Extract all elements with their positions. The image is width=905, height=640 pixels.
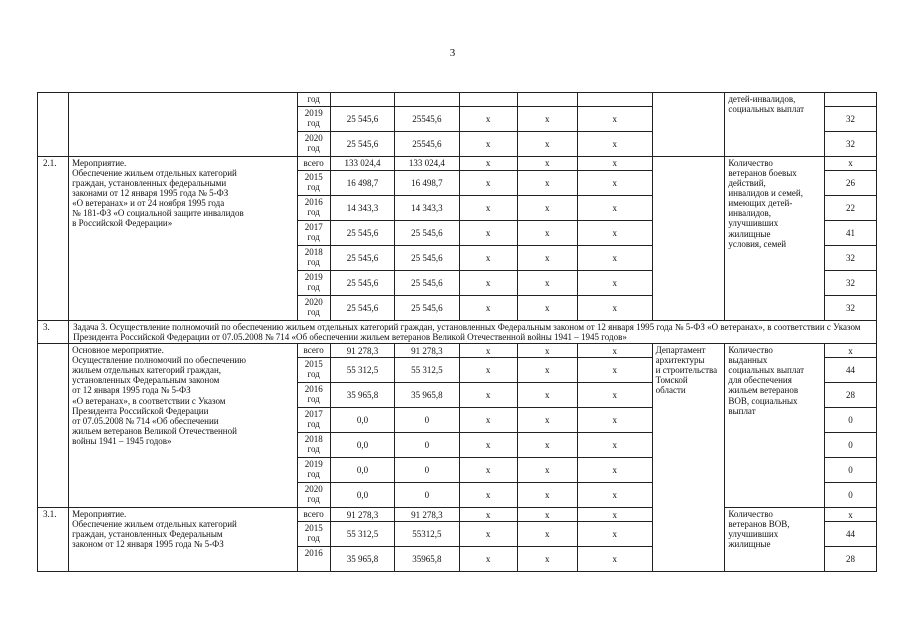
cell-year: 2015 год — [297, 522, 330, 547]
cell-x1: x — [459, 358, 517, 383]
cell-budget: 91 278,3 — [395, 508, 459, 522]
program-table — [37, 92, 877, 572]
cell-x1: x — [459, 508, 517, 522]
cell-indicator-value: 32 — [825, 271, 877, 296]
cell-total: 35 965,8 — [330, 547, 394, 572]
cell-indicator-value: 0 — [825, 433, 877, 458]
cell-x3: x — [577, 221, 652, 246]
cell-x3: x — [577, 508, 652, 522]
task-row — [38, 321, 877, 344]
cell-x1: x — [459, 196, 517, 221]
cell-indicator-value: 32 — [825, 132, 877, 157]
cell-x2: x — [517, 522, 577, 547]
cell-total: 25 545,6 — [330, 221, 394, 246]
cell-year: год — [297, 93, 330, 107]
cell-year: 2017 год — [297, 408, 330, 433]
cell-x2: x — [517, 508, 577, 522]
cell-total: 25 545,6 — [330, 271, 394, 296]
cell-budget: 25545,6 — [395, 132, 459, 157]
cell-x2: x — [517, 483, 577, 508]
cell-indicator: детей-инвалидов, социальных выплат — [725, 93, 825, 157]
cell-budget: 0 — [395, 483, 459, 508]
cell-budget: 35965,8 — [395, 547, 459, 572]
cell-budget: 25 545,6 — [395, 221, 459, 246]
cell-budget: 133 024,4 — [395, 157, 459, 171]
cell-x2: x — [517, 196, 577, 221]
cell-x2: x — [517, 433, 577, 458]
cell-x1: x — [459, 157, 517, 171]
cell-x3: x — [577, 344, 652, 358]
table-row — [38, 508, 877, 522]
cell-indicator-value: x — [825, 344, 877, 358]
cell-budget — [395, 93, 459, 107]
cell-budget: 55 312,5 — [395, 358, 459, 383]
cell-total: 25 545,6 — [330, 132, 394, 157]
cell-indicator-value: 22 — [825, 196, 877, 221]
cell-x1: x — [459, 522, 517, 547]
cell-x2: x — [517, 107, 577, 132]
cell-x2: x — [517, 383, 577, 408]
cell-x2: x — [517, 132, 577, 157]
cell-total: 55 312,5 — [330, 358, 394, 383]
cell-number: 2.1. — [38, 157, 69, 321]
cell-number: 3. — [38, 321, 69, 344]
cell-indicator-value: 32 — [825, 107, 877, 132]
cell-budget: 25 545,6 — [395, 271, 459, 296]
cell-x3 — [577, 93, 652, 107]
cell-total: 25 545,6 — [330, 246, 394, 271]
cell-x2: x — [517, 221, 577, 246]
cell-budget: 25 545,6 — [395, 296, 459, 321]
cell-total — [330, 93, 394, 107]
cell-title: Основное мероприятие. Осуществление полномочий по обеспечению жильем отдельных категорий граждан, установленных Федеральным законом от 12 января 1995 года № 5-ФЗ «О ветеранах», в соответствии с Указом Президента Российской Федерации от 07.05.2008 № 714 «Об обеспечении жильем ветеранов Великой Отечественной войны 1941 – 1945 годов» — [69, 344, 297, 508]
cell-x1: x — [459, 171, 517, 196]
cell-x3: x — [577, 383, 652, 408]
cell-number — [38, 93, 69, 157]
cell-indicator: Количество выданных социальных выплат для обеспечения жильем ветеранов ВОВ, социальных выплат — [725, 344, 825, 508]
cell-total: 0,0 — [330, 433, 394, 458]
cell-x3: x — [577, 196, 652, 221]
cell-total: 0,0 — [330, 408, 394, 433]
cell-year: 2019 год — [297, 107, 330, 132]
cell-indicator-value: 41 — [825, 221, 877, 246]
cell-indicator-value: 0 — [825, 408, 877, 433]
cell-budget: 0 — [395, 408, 459, 433]
cell-x3: x — [577, 296, 652, 321]
cell-indicator-value: 28 — [825, 383, 877, 408]
cell-x3: x — [577, 522, 652, 547]
cell-budget: 25 545,6 — [395, 246, 459, 271]
cell-total: 16 498,7 — [330, 171, 394, 196]
cell-budget: 14 343,3 — [395, 196, 459, 221]
cell-year: всего — [297, 157, 330, 171]
cell-x1: x — [459, 344, 517, 358]
cell-number: 3.1. — [38, 508, 69, 572]
cell-x1: x — [459, 433, 517, 458]
page-number: 3 — [449, 47, 456, 59]
cell-budget: 0 — [395, 433, 459, 458]
cell-x2: x — [517, 344, 577, 358]
cell-year: 2019 год — [297, 458, 330, 483]
cell-year: 2017 год — [297, 221, 330, 246]
cell-x3: x — [577, 547, 652, 572]
cell-x1 — [459, 93, 517, 107]
cell-x1: x — [459, 132, 517, 157]
cell-x3: x — [577, 271, 652, 296]
cell-x2: x — [517, 171, 577, 196]
cell-x2 — [517, 93, 577, 107]
cell-total: 14 343,3 — [330, 196, 394, 221]
cell-total: 0,0 — [330, 458, 394, 483]
cell-year: 2016 год — [297, 196, 330, 221]
task-text: Задача 3. Осуществление полномочий по обеспечению жильем отдельных категорий граждан, установленных Федеральным законом от 12 января 1995 года № 5-ФЗ «О ветеранах», в соответствии с Указом Президента Российской Федерации от 07.05.2008 № 714 «Об обеспечении жильем ветеранов Великой Отечественной войны 1941 – 1945 годов» — [69, 321, 877, 344]
cell-indicator-value: 0 — [825, 483, 877, 508]
cell-indicator-value — [825, 93, 877, 107]
cell-x1: x — [459, 483, 517, 508]
cell-year: 2018 год — [297, 433, 330, 458]
cell-x1: x — [459, 271, 517, 296]
cell-year: 2020 год — [297, 132, 330, 157]
cell-indicator-value: x — [825, 508, 877, 522]
cell-year: 2019 год — [297, 271, 330, 296]
cell-x1: x — [459, 107, 517, 132]
cell-title: Мероприятие. Обеспечение жильем отдельных категорий граждан, установленных Федеральным законом от 12 января 1995 года № 5-ФЗ — [69, 508, 297, 572]
cell-year: 2020 год — [297, 296, 330, 321]
cell-x3: x — [577, 358, 652, 383]
cell-total: 25 545,6 — [330, 296, 394, 321]
cell-x2: x — [517, 271, 577, 296]
cell-x2: x — [517, 246, 577, 271]
cell-x3: x — [577, 433, 652, 458]
cell-x2: x — [517, 408, 577, 433]
cell-title: Мероприятие. Обеспечение жильем отдельных категорий граждан, установленных федеральными законами от 12 января 1995 года № 5-ФЗ «О ветеранах» и от 24 ноября 1995 года № 181-ФЗ «О социальной защите инвалидов в Российской Федерации» — [69, 157, 297, 321]
cell-budget: 25545,6 — [395, 107, 459, 132]
cell-indicator-value: x — [825, 157, 877, 171]
cell-indicator-value: 32 — [825, 296, 877, 321]
cell-x3: x — [577, 408, 652, 433]
cell-x2: x — [517, 458, 577, 483]
cell-year: 2016 — [297, 547, 330, 572]
cell-total: 0,0 — [330, 483, 394, 508]
cell-x1: x — [459, 458, 517, 483]
cell-x3: x — [577, 171, 652, 196]
cell-x1: x — [459, 408, 517, 433]
cell-x2: x — [517, 157, 577, 171]
cell-budget: 35 965,8 — [395, 383, 459, 408]
cell-indicator-value: 28 — [825, 547, 877, 572]
cell-title — [69, 93, 297, 157]
cell-budget: 0 — [395, 458, 459, 483]
cell-year: 2016 год — [297, 383, 330, 408]
cell-x3: x — [577, 483, 652, 508]
cell-x1: x — [459, 246, 517, 271]
cell-indicator: Количество ветеранов ВОВ, улучшивших жилищные — [725, 508, 825, 572]
table-row — [38, 157, 877, 171]
cell-budget: 91 278,3 — [395, 344, 459, 358]
cell-total: 25 545,6 — [330, 107, 394, 132]
cell-x3: x — [577, 107, 652, 132]
cell-indicator-value: 44 — [825, 522, 877, 547]
cell-x3: x — [577, 157, 652, 171]
cell-x3: x — [577, 246, 652, 271]
cell-year: 2018 год — [297, 246, 330, 271]
cell-executor — [652, 157, 725, 321]
cell-year: 2020 год — [297, 483, 330, 508]
cell-executor — [652, 93, 725, 157]
cell-x2: x — [517, 296, 577, 321]
table-row — [38, 93, 877, 107]
cell-budget: 16 498,7 — [395, 171, 459, 196]
cell-x1: x — [459, 547, 517, 572]
cell-indicator-value: 44 — [825, 358, 877, 383]
cell-year: всего — [297, 344, 330, 358]
cell-indicator: Количество ветеранов боевых действий, инвалидов и семей, имеющих детей- инвалидов, улучшивших жилищные условия, семей — [725, 157, 825, 321]
cell-indicator-value: 0 — [825, 458, 877, 483]
cell-year: всего — [297, 508, 330, 522]
cell-x1: x — [459, 383, 517, 408]
cell-x2: x — [517, 547, 577, 572]
cell-total: 91 278,3 — [330, 344, 394, 358]
cell-x2: x — [517, 358, 577, 383]
cell-indicator-value: 26 — [825, 171, 877, 196]
cell-total: 35 965,8 — [330, 383, 394, 408]
cell-x1: x — [459, 221, 517, 246]
cell-x3: x — [577, 132, 652, 157]
cell-year: 2015 год — [297, 171, 330, 196]
cell-executor: Департамент архитектуры и строительства Томской области — [652, 344, 725, 572]
cell-budget: 55312,5 — [395, 522, 459, 547]
table-row — [38, 344, 877, 358]
cell-number — [38, 344, 69, 508]
cell-x3: x — [577, 458, 652, 483]
cell-total: 133 024,4 — [330, 157, 394, 171]
cell-year: 2015 год — [297, 358, 330, 383]
cell-x1: x — [459, 296, 517, 321]
cell-total: 55 312,5 — [330, 522, 394, 547]
cell-total: 91 278,3 — [330, 508, 394, 522]
cell-indicator-value: 32 — [825, 246, 877, 271]
